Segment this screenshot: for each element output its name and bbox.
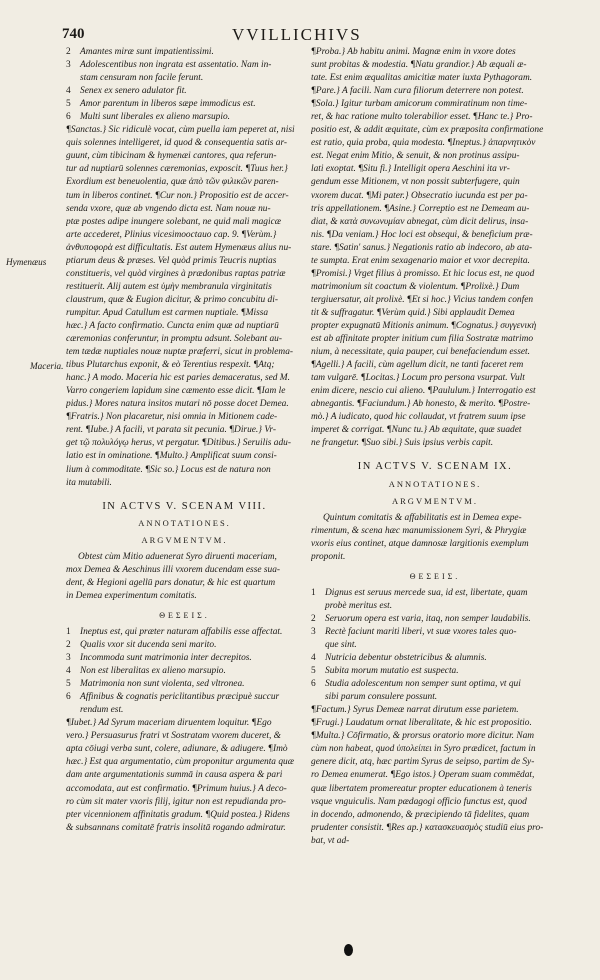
text-line: propter expugnatū Mitionis animum. ¶Cognatus.} συγγενικὴ [311,320,537,331]
item-text: probè meritus est. [325,600,393,611]
text-line: pidus.} Mores natura insitos mutari nō posse docet Demea. [66,399,289,410]
text-line: lium à commoditate. ¶Sic so.} Locus est de natura non [66,464,271,475]
page-number: 740 [62,26,85,42]
numbered-item [311,678,559,691]
text-line: Obtest cùm Mitio aduenerat Syro diruenti maceriam, [78,551,277,562]
numbered-item [311,613,559,626]
item-text: Ineptus est, qui præter naturam affabilis esse affectat. [80,626,283,637]
text-line: tris appellationem. ¶Asine.} Correptio est ne Demeam au- [311,203,530,214]
item-number: 3 [311,626,316,637]
scene-heading-viii: IN ACTVS V. SCENAM VIII. [102,500,267,512]
text-line: in docendo, admonendo, & præcipiendo tā fidelites, quam [311,809,530,820]
item-text: que sint. [325,640,357,651]
text-line: & subsannans comitatē fratris insolitā rogando admiratur. [66,822,286,833]
argument-text [311,512,559,564]
left-commentary-2 [66,717,303,834]
numbered-item [311,652,559,665]
item-number: 6 [66,112,71,123]
theses-list [311,587,559,704]
text-line: sunt probitas & modestia. ¶Natu grandior.} Ab æquali æ- [311,60,527,71]
item-text: Non est liberalitas ex alieno marsupio. [80,666,226,677]
numbered-item [311,600,559,613]
text-line: Exordium est beneuolentia, quæ ἀπὸ τῶν φιλικῶν paren- [66,177,279,188]
item-text: Adolescentibus non ingrata est assentatio. Nam in- [80,60,272,71]
text-line: accomodata, aut est confirmatio. ¶Primum huius.} A deco- [66,783,287,794]
item-number: 6 [66,692,71,703]
item-number: 4 [311,653,316,664]
numbered-item [66,652,303,665]
scene-heading-ix: IN ACTVS V. SCENAM IX. [357,461,513,473]
text-line: tur ad nuptiarū solennes cæremonias, exposcit. ¶Tuus her.} [66,164,288,175]
item-text: Incommoda sunt matrimonia inter decrepitos. [80,653,252,664]
item-text: Studia adolescentum non semper sunt optima, vt qui [325,679,521,690]
text-line: ¶Proba.} Ab habitu animi. Magnæ enim in vxore dotes [311,47,516,57]
numbered-item [311,665,559,678]
margin-note-hymeneus: Hymenæus [6,257,47,267]
numbered-item [66,626,303,639]
text-line: Quintum comitatis & affabilitatis est in Demea expe- [323,512,522,523]
text-line: proponit. [311,551,346,562]
item-number: 1 [311,587,316,598]
text-line: pter vicennionem affinitatis gradum. ¶Quid postea.} Ridens [66,809,290,820]
text-line: nis. ¶Da veniam.} Hoc loci est obsequi, & beneficium præ- [311,229,533,240]
text-line: restituerit. Alij autem est ὑμὴν membranula virginitatis [66,281,272,292]
text-line: rumpitur. Apud Catullum est carmen nuptiale. ¶Missa [66,307,269,318]
text-line: nium, à necessitate, quia pauper, cui benefaciendum esset. [311,347,530,358]
item-number: 2 [66,640,71,651]
text-line: senda vxore, quæ ab vngendo dicta est. Nam nouæ nu- [66,203,271,214]
numbered-item [311,626,559,639]
item-text: Subita morum mutatio est suspecta. [325,666,459,677]
item-text: sibi parum consulere possunt. [325,692,438,703]
item-number: 2 [311,613,316,624]
item-text: stam censuram non facile ferunt. [80,73,204,84]
text-line: guunt, cùm tibicinam & hymenæi cantores, qua referun- [66,151,277,162]
item-text: Affinibus & cognatis periclitantibus præcipuè succur [80,692,280,703]
numbered-item [66,85,303,98]
text-line: ¶Pare.} A facili. Nam cura filiorum deterrere non potest. [311,86,524,97]
text-line: rimentum, & scena hæc manumissionem Syri, & Phrygiæ [311,525,527,536]
item-text: Dignus est seruus mercede sua, id est, libertate, quam [325,587,528,598]
text-line: est. Negat enim Mitio, & senuit, & non protinus assipu- [311,151,520,162]
item-number: 5 [66,679,71,690]
numbered-item [66,72,303,85]
text-line: cùm non habeat, quod ὑπολείπει in Syro prædicet, factum in [311,744,536,755]
text-line: abnegantis. ¶Faciundum.} Ab honesto, & merito. ¶Postre- [311,399,531,410]
text-line: tibus Plutarchus exponit, & eò Terentius respexit. ¶Atq; [66,360,275,371]
text-line: te sumpta. Erat enim sexagenario maior et vxor decrepita. [311,255,530,266]
text-line: diat, & κατὰ συνωνυμίαν abnegat, cùm dicit delirus, insa- [311,216,529,227]
text-line: apta cōiugi verba sunt, colere, adiunare, & adiugere. ¶Imò [66,744,288,755]
text-line: tem tædæ nuptiales nouæ nuptæ præferri, sicut in problema- [66,347,293,358]
item-number: 1 [66,626,71,637]
text-line: vxorem ducat. ¶Mi pater.} Obsecratio iucunda est per pa- [311,190,528,201]
text-line: latio est in ominatione. ¶Multo.} Amplificat suum consi- [66,451,277,462]
text-line: ro Demea enumerat. ¶Ego istos.} Operam suam commēdat, [311,770,535,781]
theses-list [66,626,303,717]
numbered-item [311,639,559,652]
text-line: positio est, & addit æquitate, cùm ex præposita confirmatione [311,125,544,136]
item-text: Senex ex senero adulator fit. [80,86,187,97]
text-line: vxoris eius continet, atque damnosæ largitionis exemplum [311,538,529,549]
text-line: tit & suffragatur. ¶Verùm quid.} Sibi applaudit Demea [311,307,515,318]
item-number: 5 [311,666,316,677]
text-line: ita mutabili. [66,477,112,488]
item-text: Matrimonia non sunt violenta, sed vltronea. [80,679,245,690]
text-line: ne frangetur. ¶Suo sibi.} Suis ipsius verbis capit. [311,438,494,449]
annotations-label: ANNOTATIONES. [388,478,482,489]
text-line: bat, vt ad- [311,835,350,846]
numbered-item [311,691,559,704]
text-line: tate. Est enim æqualitas amicitiæ mater iuxta Pythagoram. [311,73,533,84]
item-text: Amor parentum in liberos sæpe immodicus est. [80,99,256,110]
text-line: prudenter consistit. ¶Res ap.} κατασκευασμὸς studiū eius pro- [311,822,544,833]
right-commentary-1 [311,46,559,450]
text-line: ¶Iubet.} Ad Syrum maceriam diruentem loquitur. ¶Ego [66,718,272,729]
item-number: 4 [66,86,71,97]
text-line: hæc.} Est qua argumentatio, cùm proponitur argumenta quæ [66,757,294,768]
text-line: tam vulgarē. ¶Locitas.} Locum pro persona vsurpat. Vult [311,373,525,384]
text-line: arte accederet, Plinius vicesimooctauo cap. 9. ¶Verùm.} [66,229,277,240]
text-line: genere dicit, atq, hæc partim Syrus de seipso, partim de Sy- [311,757,535,768]
item-text: Rectè faciunt mariti liberi, vt suæ vxores tales quo- [325,626,517,637]
text-line: mox Demea & Aeschinus illi vxorem ducendam esse sua- [66,564,281,575]
text-line: est ab affinitate propter initium cum filia Sostratæ matrimo [311,334,534,345]
right-commentary-2 [311,704,559,848]
text-line: tum in liberos continet. ¶Cur non.} Propositio est de accer- [66,190,289,201]
text-line: ¶Fratris.} Non placaretur, nisi omnia in Mitionem cade- [66,412,278,423]
text-line: get τῷ πολυλόγῳ herus, vt pergatur. ¶Ditibus.} Seruilis adu- [66,438,291,449]
text-line: ἀνθυποφορὰ est difficultatis. Est autem Hymenæus alius nu- [66,242,292,253]
item-number: 5 [66,99,71,110]
text-line: ¶Promisi.} Vrget filius à promisso. Et hic locus est, ne quod [311,268,535,279]
text-line: gendum esse Mitionem, vt non possit subterfugere, quin [311,177,520,188]
numbered-item [66,111,303,124]
text-line: quæ libertatem promereatur propter educationem à teneris [311,783,532,794]
text-line: lati exoptat. ¶Situ fi.} Intelligit opera Aeschini ita vr- [311,164,510,175]
text-line: rent. ¶Iube.} A facili, vt parata sit pecunia. ¶Dirue.} Vr- [66,425,276,436]
right-column [311,46,559,848]
theses-label: ΘΕΣΕΙΣ. [159,610,210,620]
text-line: quis solennes intelligeret, id quod & consequentia satis ar- [66,138,288,149]
text-line: ¶Sanctas.} Sic ridiculè vocat, cùm puella iam peperet at, nisi [66,125,295,136]
text-line: imperet & corrigat. ¶Nunc tu.} Ab æquitate, quæ suadet [311,425,522,436]
text-line: hanc.} A modo. Maceria hic est paries demaceratus, sed M. [66,373,290,384]
text-line: cæremonias conferuntur, in promptu adsunt. Solebant au- [66,334,282,345]
item-number: 4 [66,666,71,677]
argument-label: ARGVMENTVM. [141,534,228,545]
text-line: claustrum, quæ & Eugion dicitur, & primo concubitu di- [66,294,278,305]
running-head: VVILLICHIVS [232,25,362,44]
numbered-item [66,691,303,704]
text-line: stare. ¶Satin' sanus.} Negationis ratio ab indecoro, ab ata- [311,242,533,253]
annotations-label: ANNOTATIONES. [138,517,231,528]
left-commentary-1 [66,124,303,489]
item-number: 2 [66,47,71,57]
item-text: Multi sunt liberales ex alieno marsupio. [80,112,230,123]
item-text: Seruorum opera est varia, itaq, non semper laudabilis. [325,613,531,624]
text-line: matrimonium sit coactum & violentum. ¶Prolixè.} Dum [311,281,520,292]
text-line: vsque vnguiculis. Nam pædagogi officio functus est, quod [311,796,527,807]
margin-note-maceria: Maceria. [30,361,64,371]
ink-spot [344,944,353,956]
text-line: ¶Factum.} Syrus Demeæ narrat dirutum esse parietem. [311,705,519,716]
numbered-item [66,46,303,59]
item-number: 3 [66,653,71,664]
text-line: vero.} Persuasurus fratri vt Sostratam vxorem duceret, & [66,731,281,742]
numbered-item [311,587,559,600]
argument-text [66,551,303,603]
text-line: in Demea experimentum comitatis. [66,590,197,601]
item-text: rendum est. [80,705,124,716]
text-line: tergiuersatur, ait prolixè. ¶Et si hoc.} Vicius tandem confen [311,294,534,305]
item-number: 3 [66,60,71,71]
item-text: Amantes miræ sunt impatientissimi. [80,47,214,57]
numbered-item [66,704,303,717]
numbered-item [66,639,303,652]
text-line: ¶Sola.} Igitur turbam amicorum commiratinum non time- [311,99,528,110]
text-line: dam ante argumentationis summā in causa aspera & pari [66,770,283,781]
text-line: constitueris, vel quòd virgines à prædonibus raptas patriæ [66,268,286,279]
item-number: 6 [311,679,316,690]
left-column [66,46,303,835]
text-line: dent, & Hegioni agellū pars donatur, & hic est quartum [66,577,276,588]
text-line: hæc.} A facto confirmatio. Cuncta enim quæ ad nuptiarū [66,320,279,331]
text-line: ¶Agelli.} A facili, cùm agellum dicit, ne tanti faceret rem [311,360,524,371]
text-line: est ratio, quia proba, quia modesta. ¶Ineptus.} ἀπαρνητικὸν [311,138,536,149]
numbered-item [66,59,303,72]
text-line: ro cùm sit mater vxoris filij, igitur non est repudianda pro- [66,796,287,807]
text-line: ptiarum deus & præses. Vel quòd primis Teucris nuptias [66,255,277,266]
text-line: enim dicere, nescio cui alieno. ¶Paululum.} Interrogatio est [311,386,536,397]
numbered-item [66,98,303,111]
item-text: Qualis vxor sit ducenda seni marito. [80,640,217,651]
argument-label: ARGVMENTVM. [392,495,478,506]
text-line: ¶Multa.} Cōfirmatio, & prorsus oratorio more dicitur. Nam [311,731,535,742]
text-line: ¶Frugi.} Laudatum ornat liberalitate, & hic est propositio. [311,718,532,729]
item-text: Nutricia debentur obstetricibus & alumnis. [325,653,487,664]
text-line: Varro congeriem lapidum sine cæmento esse dicit. ¶Iam le [66,386,286,397]
numbered-item [66,678,303,691]
text-line: ret, & hac ratione multo tolerabilior esset. ¶Hanc te.} Pro- [311,112,533,123]
text-line: ptæ postes adipe inungere solebant, ne quid mali magicæ [66,216,281,227]
text-line: mò.} A iudicato, quod hic collaudat, vt fratrem suum ipse [311,412,526,423]
numbered-item [66,665,303,678]
page-header [62,26,560,46]
theses-label: ΘΕΣΕΙΣ. [409,571,461,581]
left-numbered-list [66,46,303,124]
